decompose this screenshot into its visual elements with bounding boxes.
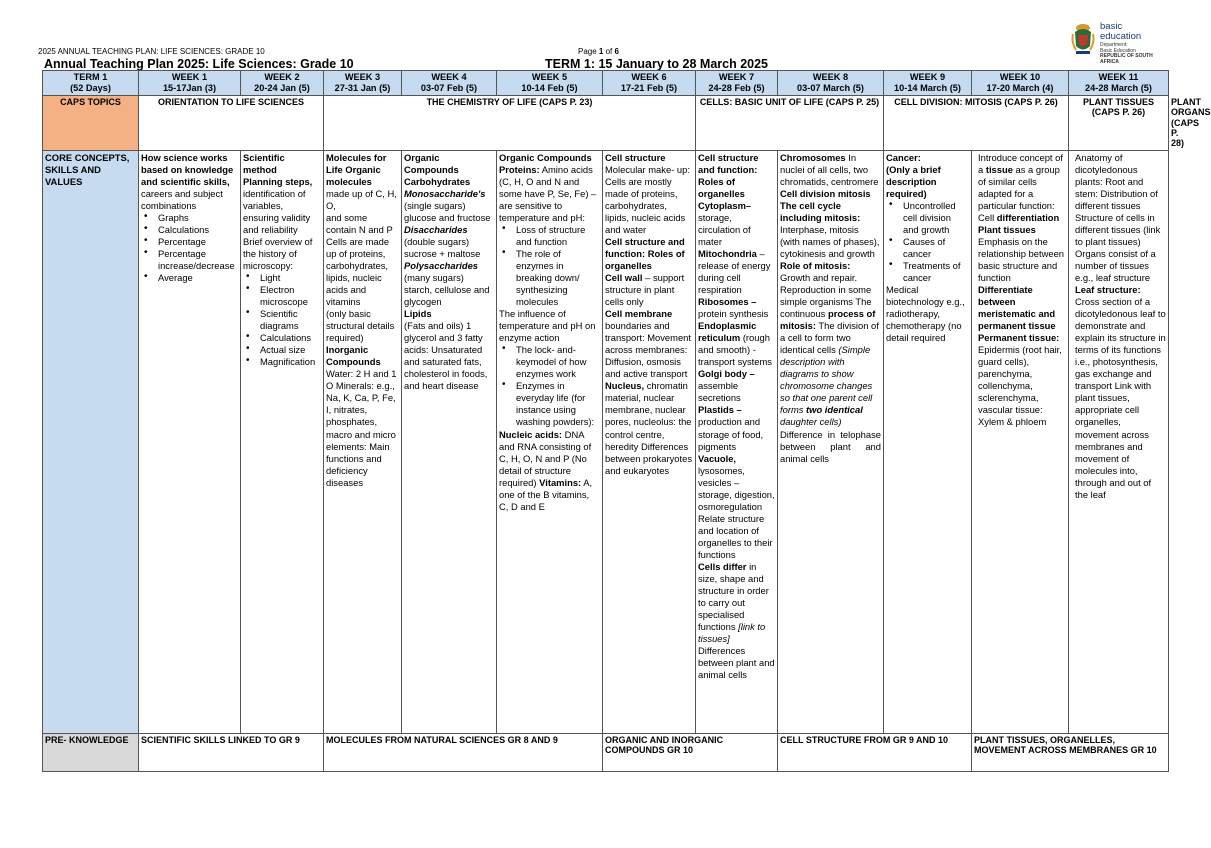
week5-content: Organic Compounds Proteins: Amino acids (C, H, O and N and some have P, Se, Fe) – are sensitive to temperature and pH: • Loss of structure and function • The role of enzymes in breaking down/ synthesizing molecules The influence of temperature and pH on enzyme action • The lock- and-keymodel of how enzymes work • Enzymes in everyday life (for instance using washing powders): Nucleic acids: DNA and RNA consisting of C, H, O, N and P (No detail of structure required) Vitamins: A, one of the B vitamins, C, D and E: [497, 150, 603, 733]
week2-content: Scientific method Planning steps, identification of variables, ensuring validity and reliability Brief overview of the history of microscopy: • Light • Electron microscope • Scientific diagrams • Calculations • Actual size • Magnification: [241, 150, 324, 733]
caps-topics-row: CAPS TOPICS ORIENTATION TO LIFE SCIENCES THE CHEMISTRY OF LIFE (CAPS P. 23) CELLS: BASIC UNIT OF LIFE (CAPS P. 25) CELL DIVISION: MITOSIS (CAPS P. 26) PLANT TISSUES (CAPS P. 26) PLANT ORGANS (CAPS P. 28): [43, 96, 1169, 151]
week7-content: Cell structure and function: Roles of organelles Cytoplasm– storage, circulation of mater Mitochondria – release of energy during cell respiration Ribosomes – protein synthesis Endoplasmic reticulum (rough and smooth) - transport systems Golgi body – assemble secretions Plastids – production and storage of food, pigments Vacuole, lysosomes, vesicles – storage, digestion, osmoregulation Relate structure and location of organelles to their functions Cells differ in size, shape and structure in order to carry out specialised functions [link to tissues] Differences between plant and animal cells: [696, 150, 778, 733]
week-header: WEEK 4 03-07 Feb (5): [402, 71, 497, 96]
w2-list: • Light • Electron microscope • Scientific diagrams • Calculations • Actual size • Magnification: [243, 272, 321, 368]
w9-list: • Uncontrolled cell division and growth • Causes of cancer • Treatments of cancer: [886, 200, 969, 284]
week11-content: Anatomy of dicotyledonous plants: Root and stem: Distribution of different tissues Structure of cells in different tissues (link to plant tissues) Organs consist of a number of tissues e.g., leaf structure Leaf structure: Cross section of a dicotyledonous leaf to demonstrate and explain its structure in terms of its functions i.e., photosynthesis, gas exchange and transport Link with plant tissues, appropriate cell organelles, movement across membranes and movement of molecules into, through and out of the leaf: [1069, 150, 1169, 733]
week-header: WEEK 10 17-20 March (4): [972, 71, 1069, 96]
week-header: WEEK 8 03-07 March (5): [778, 71, 884, 96]
week-header: WEEK 2 20-24 Jan (5): [241, 71, 324, 96]
logo-name: basic education: [1100, 21, 1142, 42]
week-header: WEEK 1 15-17Jan (3): [139, 71, 241, 96]
week9-content: Cancer: (Only a brief description required) • Uncontrolled cell division and growth • Causes of cancer • Treatments of cancer Medical biotechnology e.g., radiotherapy, chemotherapy (no detail required: [884, 150, 972, 733]
coat-of-arms-icon: [1070, 22, 1096, 56]
week-header-row: [43, 71, 1169, 96]
week-header: WEEK 3 27-31 Jan (5): [324, 71, 402, 96]
week-header: WEEK 6 17-21 Feb (5): [603, 71, 696, 96]
week1-content: How science works based on knowledge and scientific skills, careers and subject combinations • Graphs • Calculations • Percentage • Percentage increase/decrease • Average: [139, 150, 241, 733]
core-concepts-label: CORE CONCEPTS, SKILLS AND VALUES: [43, 150, 139, 733]
week-header: WEEK 11 24-28 March (5): [1069, 71, 1169, 96]
term-title: TERM 1: 15 January to 28 March 2025: [545, 57, 769, 71]
w5-list2: • The lock- and-keymodel of how enzymes work • Enzymes in everyday life (for instance using washing powders):: [499, 344, 600, 428]
pre-scientific: SCIENTIFIC SKILLS LINKED TO GR 9: [139, 734, 324, 772]
week8-content: Chromosomes In nuclei of all cells, two chromatids, centromere Cell division mitosis The cell cycle including mitosis: Interphase, mitosis (with names of phases), cytokinesis and growth Role of mitosis: Growth and repair. Reproduction in some simple organisms The continuous process of mitosis: The division of a cell to form two identical cells (Simple description with diagrams to show chromosome changes so that one parent cell forms two identical daughter cells) Difference in telophase between plant and animal cells: [778, 150, 884, 733]
caps-orientation: ORIENTATION TO LIFE SCIENCES: [139, 96, 324, 151]
caps-cells: CELLS: BASIC UNIT OF LIFE (CAPS P. 25): [696, 96, 884, 151]
page-number: Page 1 of 6: [578, 47, 619, 56]
pre-molecules: MOLECULES FROM NATURAL SCIENCES GR 8 AND 9: [324, 734, 603, 772]
core-concepts-row: [43, 150, 1169, 733]
week-header: WEEK 9 10-14 March (5): [884, 71, 972, 96]
week6-content: Cell structure Molecular make- up: Cells are mostly made of proteins, carbohydrates, lipids, nucleic acids and water Cell structure and function: Roles of organelles Cell wall – support structure in plant cells only Cell membrane boundaries and transport: Movement across membranes: Diffusion, osmosis and active transport Nucleus, chromatin material, nuclear membrane, nuclear pores, nucleolus: the control centre, heredity Differences between prokaryotes and eukaryotes: [603, 150, 696, 733]
document-label: 2025 ANNUAL TEACHING PLAN: LIFE SCIENCES: GRADE 10: [38, 47, 265, 56]
pre-knowledge-row: [43, 734, 1169, 772]
logo-line2: Basic Education: [1100, 47, 1136, 54]
week3-content: Molecules for Life Organic molecules made up of C, H, O, and some contain N and P Cells are made up of proteins, carbohydrates, lipids, nucleic acids and vitamins (only basic structural details required) Inorganic Compounds Water: 2 H and 1 O Minerals: e.g., Na, K, Ca, P, Fe, I, nitrates, phosphates, macro and micro elements: Main functions and deficiency diseases: [324, 150, 402, 733]
w1-list: • Graphs • Calculations • Percentage • Percentage increase/decrease • Average: [141, 212, 238, 284]
w5-list1: • Loss of structure and function • The role of enzymes in breaking down/ synthesizing molecules: [499, 224, 600, 308]
plan-title: Annual Teaching Plan 2025: Life Sciences: Grade 10: [44, 57, 354, 71]
week4-content: Organic Compounds Carbohydrates Monosaccharide's (single sugars) glucose and fructose Disaccharides (double sugars) sucrose + maltose Polysaccharides (many sugars) starch, cellulose and glycogen Lipids (Fats and oils) 1 glycerol and 3 fatty acids: Unsaturated and saturated fats, cholesterol in foods, and heart disease: [402, 150, 497, 733]
week10-content: Introduce concept of a tissue as a group of similar cells adapted for a particular function: Cell differentiation Plant tissues Emphasis on the relationship between basic structure and function Differentiate between meristematic and permanent tissue Permanent tissue: Epidermis (root hair, guard cells), parenchyma, collenchyma, sclerenchyma, vascular tissue: Xylem & phloem: [972, 150, 1069, 733]
week-header: WEEK 5 10-14 Feb (5): [497, 71, 603, 96]
week-header: WEEK 7 24-28 Feb (5): [696, 71, 778, 96]
caps-mitosis: CELL DIVISION: MITOSIS (CAPS P. 26): [884, 96, 1069, 151]
logo-line1: Department:: [1100, 42, 1128, 48]
caps-chemistry: THE CHEMISTRY OF LIFE (CAPS P. 23): [324, 96, 696, 151]
logo-line3: REPUBLIC OF SOUTH AFRICA: [1100, 53, 1153, 65]
caps-plant-tissues: PLANT TISSUES (CAPS P. 26): [1069, 96, 1169, 151]
pre-knowledge-label: PRE- KNOWLEDGE: [43, 734, 139, 772]
pre-plant: PLANT TISSUES, ORGANELLES, MOVEMENT ACROSS MEMBRANES GR 10: [972, 734, 1169, 772]
term-header: TERM 1 (52 Days): [43, 71, 139, 96]
teaching-plan-table: [42, 70, 1211, 772]
pre-organic: ORGANIC AND INORGANIC COMPOUNDS GR 10: [603, 734, 778, 772]
caps-topics-label: CAPS TOPICS: [43, 96, 139, 151]
department-logo: [1070, 21, 1165, 65]
pre-cell: CELL STRUCTURE FROM GR 9 AND 10: [778, 734, 972, 772]
